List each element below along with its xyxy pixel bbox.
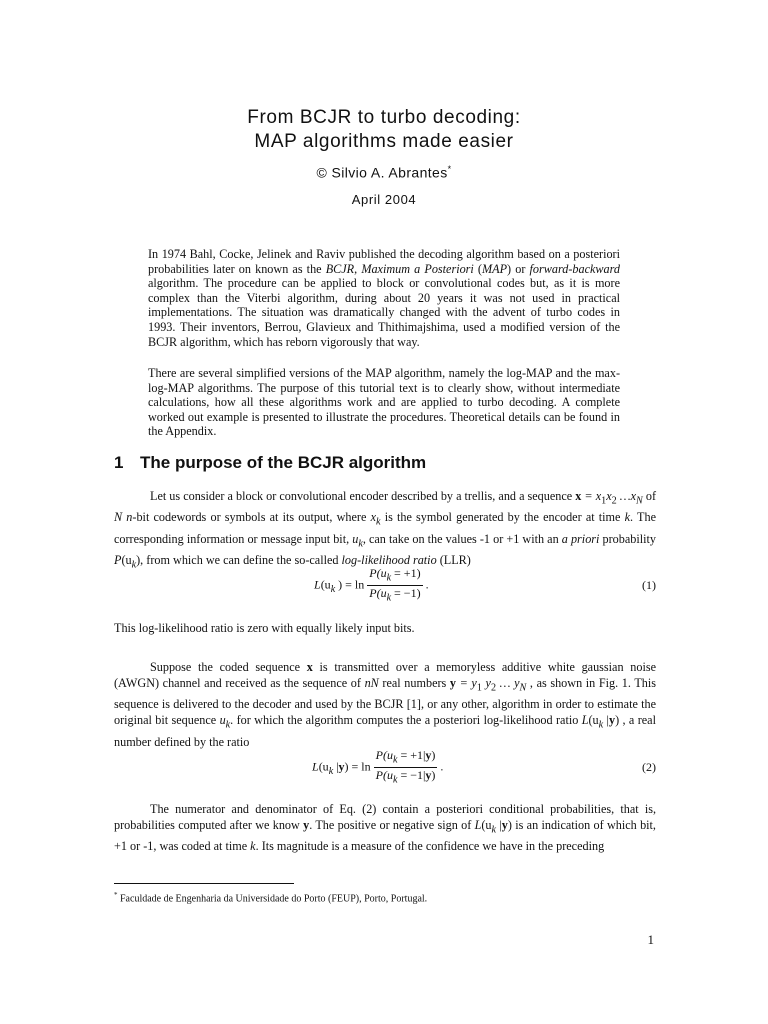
section-heading	[114, 453, 426, 473]
footnote-divider	[114, 883, 294, 884]
body-text: . for which the algorithm computes the a posteriori log-likelihood ratio	[230, 713, 582, 728]
math-sub: k	[392, 774, 398, 786]
page-number: 1	[647, 932, 654, 947]
fraction-numerator	[374, 748, 438, 768]
fraction	[367, 566, 422, 606]
math-text: N n	[114, 510, 133, 525]
paper-title	[0, 106, 768, 154]
author-footnote-mark: *	[447, 164, 452, 174]
math-text: |	[333, 759, 339, 774]
math-sub: 1	[476, 682, 482, 694]
math-text: u	[352, 531, 359, 546]
math-sub: k	[491, 824, 497, 836]
math-text: )	[431, 748, 436, 762]
math-vector-y: y	[338, 759, 345, 774]
math-text: )	[431, 768, 436, 783]
math-vector-x: x	[306, 660, 313, 674]
math-vector-y: y	[608, 713, 616, 728]
fraction-denominator	[374, 768, 438, 787]
body-text: of	[642, 489, 657, 503]
footnote-text: Faculdade de Engenharia da Universidade do Porto (FEUP), Porto, Portugal.	[117, 893, 428, 905]
body-text: , as shown in Fig. 1. This sequence is delivered to the decoder and used by the BCJR [1], or any other, algorithm in order to estimate the original bit sequence	[114, 676, 656, 728]
math-text: = +1)	[391, 566, 421, 580]
math-sub: k	[328, 766, 334, 778]
abstract-paragraph-1	[148, 247, 620, 349]
body-text: Let us consider a block or convolutional encoder described by a trellis, and a sequence	[150, 489, 576, 503]
math-sub: 1	[601, 495, 607, 507]
section-number: 1	[114, 453, 124, 472]
abstract-text: ) or	[507, 261, 530, 276]
math-sub: k	[598, 719, 604, 731]
math-vector-y: y	[425, 768, 432, 783]
math-text: (u	[320, 577, 331, 592]
math-text: ) = ln	[335, 577, 365, 592]
body-text: ), from which we can define the so-called	[136, 553, 342, 568]
body-text: The numerator and denominator of Eq. (2) contain a posteriori conditional probabilities, that is, probabilities computed after we know	[114, 802, 656, 832]
body-paragraph-2: This log-likelihood ratio is zero with equally likely input bits.	[114, 621, 415, 635]
math-vector-y: y	[425, 748, 432, 762]
math-text: y	[481, 676, 491, 690]
term-llr: log-likelihood ratio	[341, 553, 437, 568]
math-vector-x: x	[575, 489, 582, 503]
body-paragraph-4	[114, 801, 656, 854]
body-text: Suppose the coded sequence	[150, 660, 307, 674]
math-text: P(u	[369, 586, 387, 601]
math-text: )	[615, 713, 620, 728]
math-sub: 2	[611, 495, 617, 507]
footnote-mark: *	[114, 891, 118, 899]
math-text: P(u	[369, 566, 387, 580]
math-sub: k	[386, 572, 392, 584]
math-text: = −1|	[397, 768, 426, 783]
body-text: is the symbol generated by the encoder at time	[380, 510, 625, 525]
abstract-text: ,	[354, 261, 362, 276]
body-text: . The positive or negative sign of	[309, 818, 475, 832]
math-sub: k	[376, 516, 381, 528]
math-sub: k	[225, 719, 231, 731]
body-text: -bit codewords or symbols at its output, where	[132, 510, 371, 525]
math-text: … y	[496, 676, 520, 690]
math-text: = −1)	[391, 586, 421, 601]
body-text: , a real number defined by the ratio	[114, 713, 656, 749]
math-text: = y	[455, 676, 477, 690]
math-text: |	[603, 713, 609, 728]
term-map-long: Maximum a Posteriori	[361, 261, 474, 276]
math-text: k	[624, 510, 631, 525]
title-line-2: MAP algorithms made easier	[254, 131, 514, 152]
abstract-paragraph-2: There are several simplified versions of the MAP algorithm, namely the log-MAP and the max-log-MAP algorithms. The purpose of this tutorial text is to clearly show, without intermediate calculations, how all these algorithms work and are applied to turbo decoding. A complete worked out example is presented to illustrate the procedures. Theoretical details can be found in the Appendix.	[148, 366, 620, 439]
body-text: real numbers	[378, 676, 450, 690]
math-vector-y: y	[303, 818, 310, 832]
body-paragraph-3	[114, 659, 656, 750]
term-map: MAP	[482, 261, 508, 276]
math-sub: N	[636, 495, 643, 507]
math-sub: 2	[490, 682, 497, 694]
math-text: |	[496, 818, 502, 832]
math-text: .	[437, 759, 444, 774]
math-text: ) = ln	[344, 759, 371, 774]
math-text: P(u	[375, 748, 393, 762]
math-text: L	[314, 577, 321, 592]
equation-number: (1)	[642, 578, 656, 592]
body-paragraph-1	[114, 488, 656, 574]
math-text: P	[114, 553, 122, 568]
body-text: , can take on the values -1 or +1 with an	[362, 531, 562, 546]
term-bcjr: BCJR	[325, 261, 355, 276]
math-text: u	[219, 713, 226, 728]
math-sub: k	[131, 559, 137, 571]
body-text: (u	[121, 553, 132, 568]
term-a-priori: a priori	[561, 531, 600, 546]
section-title: The purpose of the BCJR algorithm	[140, 453, 427, 472]
math-text: P(u	[375, 768, 393, 783]
math-text: = +1|	[397, 748, 426, 762]
math-text: .	[422, 577, 429, 592]
math-vector-y: y	[501, 818, 508, 832]
abstract-text: algorithm. The procedure can be applied to block or convolutional codes but, as it is more complex than the Viterbi algorithm, during about 20 years it was not used in practical implementations. The situation was dramatically changed with the advent of turbo codes in 1993. Their inventors, Berrou, Glavieux and Thithimajshima, used a modified version of the BCJR algorithm, which has reborn vigorously that way.	[148, 276, 620, 349]
math-sub: k	[330, 584, 336, 596]
math-text: )	[507, 818, 512, 832]
math-vector-y: y	[449, 676, 456, 690]
math-sub: k	[386, 592, 392, 604]
fraction-denominator	[367, 586, 422, 605]
footnote	[114, 891, 427, 904]
body-text: is an indication of which bit, +1 or -1, was coded at time	[114, 818, 656, 854]
math-text: = x	[581, 489, 602, 503]
equation-number: (2)	[642, 760, 656, 774]
body-text: probability	[599, 531, 656, 546]
math-text: L	[474, 818, 482, 832]
fraction	[374, 748, 438, 788]
body-text: (LLR)	[436, 553, 471, 568]
math-text: (u	[481, 818, 492, 832]
publication-date: April 2004	[351, 192, 417, 207]
author-name: © Silvio A. Abrantes	[316, 164, 448, 181]
abstract-text: (	[473, 261, 482, 276]
term-forward-backward: forward-backward	[529, 261, 621, 276]
fraction-numerator	[367, 566, 422, 586]
body-text: . Its magnitude is a measure of the confidence we have in the preceding	[255, 839, 605, 854]
math-sub: N	[519, 682, 527, 694]
math-text: L	[312, 759, 319, 774]
math-text: x	[606, 489, 612, 503]
body-text: . The corresponding information or message input bit,	[114, 510, 656, 546]
math-sub: k	[358, 538, 363, 550]
math-text: L	[581, 713, 589, 728]
math-text: nN	[364, 676, 379, 690]
math-text: k	[250, 839, 256, 854]
body-text: is transmitted over a memoryless additive white gaussian noise (AWGN) channel and received as the sequence of	[114, 660, 656, 690]
math-text: …x	[616, 489, 637, 503]
math-sub: k	[392, 754, 398, 766]
author-line	[0, 164, 768, 181]
math-text: (u	[588, 713, 599, 728]
math-text: (u	[318, 759, 329, 774]
abstract-text: In 1974 Bahl, Cocke, Jelinek and Raviv published the decoding algorithm based on a posteriori probabilities later on known as the	[148, 247, 620, 276]
math-text: x	[370, 510, 376, 525]
title-line-1: From BCJR to turbo decoding:	[247, 107, 521, 128]
